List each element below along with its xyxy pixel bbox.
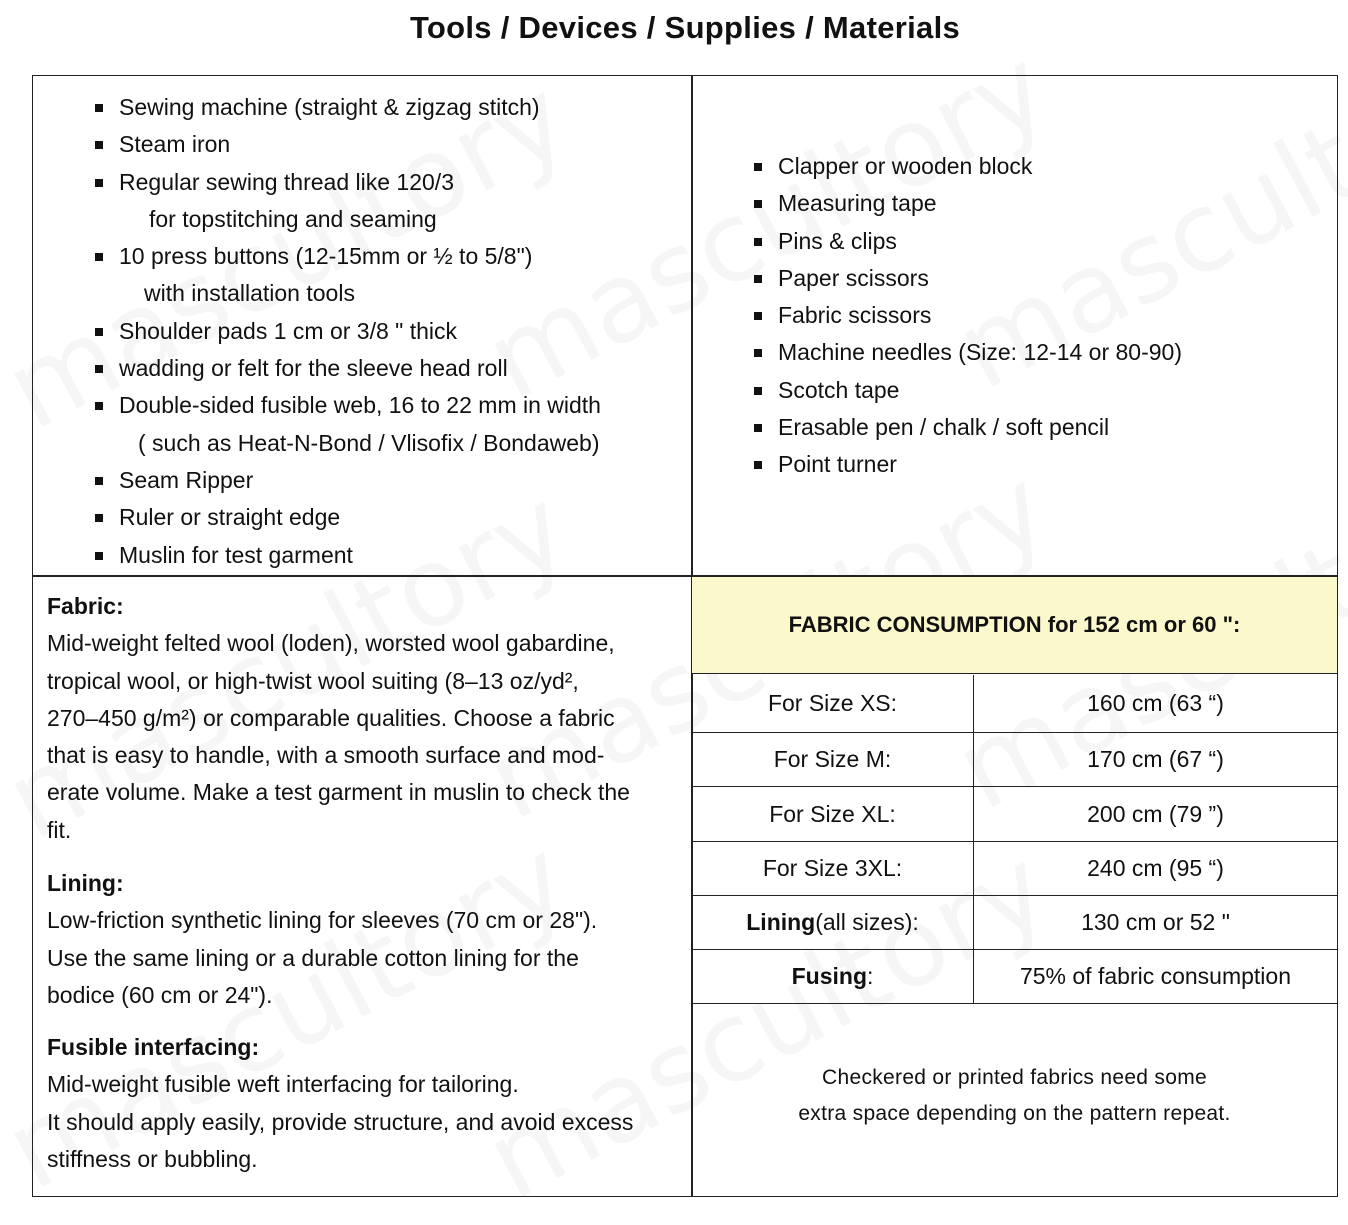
table-row [692,733,1337,787]
text-line: 270–450 g/m²) or comparable qualities. Choose a fabric [47,704,615,731]
row-label-bold: Fusing [791,963,867,989]
fabric-section [47,588,630,849]
row-value: 75% of fabric consumption [1019,963,1292,989]
text-line: tropical wool, or high-twist wool suiting (8–13 oz/yd², [47,667,579,694]
list-item: Paper scissors [754,260,1182,297]
text-line: erate volume. Make a test garment in muslin to check the [47,779,630,806]
list-item: Steam iron [95,126,601,163]
table-row [692,787,1337,842]
row-value: 200 cm (79 ”) [1087,800,1224,827]
consumption-note [692,1060,1337,1132]
table-row [692,896,1337,950]
text-line: fit. [47,816,72,843]
fusible-heading: Fusible interfacing: [47,1034,260,1060]
lining-section [47,865,597,1014]
lining-heading: Lining: [47,870,124,896]
list-item: Clapper or wooden block [754,148,1182,185]
note-line: Checkered or printed fabrics need some [822,1066,1207,1089]
tools-list-right [754,148,1182,484]
text-line: Mid-weight felted wool (loden), worsted wool gabardine, [47,630,615,657]
row-value: 170 cm (67 “) [1087,746,1224,772]
text-line: Use the same lining or a durable cotton lining for the [47,944,579,971]
row-label-bold: Lining [746,909,816,935]
fabric-heading: Fabric: [47,593,124,619]
fusible-section [47,1029,633,1178]
text-line: Low-friction synthetic lining for sleeves (70 cm or 28"). [47,907,598,934]
list-item: Erasable pen / chalk / soft pencil [754,409,1182,446]
row-label: For Size M: [692,733,974,786]
row-label-rest: : [867,963,874,989]
row-label: For Size 3XL: [692,842,974,895]
list-item: Fabric scissors [754,297,1182,334]
row-value: 240 cm (95 “) [1087,855,1224,881]
text-line: bodice (60 cm or 24"). [47,981,273,1008]
row-value: 130 cm or 52 " [1081,909,1230,935]
list-item: Regular sewing thread like 120/3 for topstitching and seaming [95,164,601,239]
row-value: 160 cm (63 “) [1087,690,1224,716]
consumption-header [692,577,1337,674]
text-line: Mid-weight fusible weft interfacing for tailoring. [47,1071,519,1098]
note-line: extra space depending on the pattern repeat. [798,1102,1231,1125]
page-title: Tools / Devices / Supplies / Materials [409,10,961,45]
text-line: It should apply easily, provide structure, and avoid excess [47,1108,634,1135]
list-item: Measuring tape [754,185,1182,222]
row-label: For Size XS: [692,675,974,732]
list-item: Seam Ripper [95,462,601,499]
list-item: Double-sided fusible web, 16 to 22 mm in width ( such as Heat-N-Bond / Vlisofix / Bondaweb) [95,387,601,462]
row-label [692,950,974,1003]
list-item: 10 press buttons (12-15mm or ½ to 5/8") with installation tools [95,238,601,313]
row-label-rest: (all sizes): [815,909,919,935]
tools-list-left [95,89,601,574]
table-row [692,842,1337,896]
text-line: stiffness or bubbling. [47,1145,258,1172]
list-item: Scotch tape [754,372,1182,409]
list-item: Pins & clips [754,223,1182,260]
text-line: that is easy to handle, with a smooth surface and mod- [47,742,605,769]
list-item: Muslin for test garment [95,537,601,574]
list-item: Ruler or straight edge [95,499,601,536]
table-row [692,950,1337,1004]
list-item: Machine needles (Size: 12-14 or 80-90) [754,334,1182,371]
row-label [692,896,974,949]
list-item: Sewing machine (straight & zigzag stitch) [95,89,601,126]
table-row [692,675,1337,733]
list-item: wadding or felt for the sleeve head roll [95,350,601,387]
row-label: For Size XL: [692,787,974,841]
consumption-header-text: FABRIC CONSUMPTION for 152 cm or 60 ": [788,612,1241,637]
list-item: Shoulder pads 1 cm or 3/8 " thick [95,313,601,350]
list-item: Point turner [754,446,1182,483]
